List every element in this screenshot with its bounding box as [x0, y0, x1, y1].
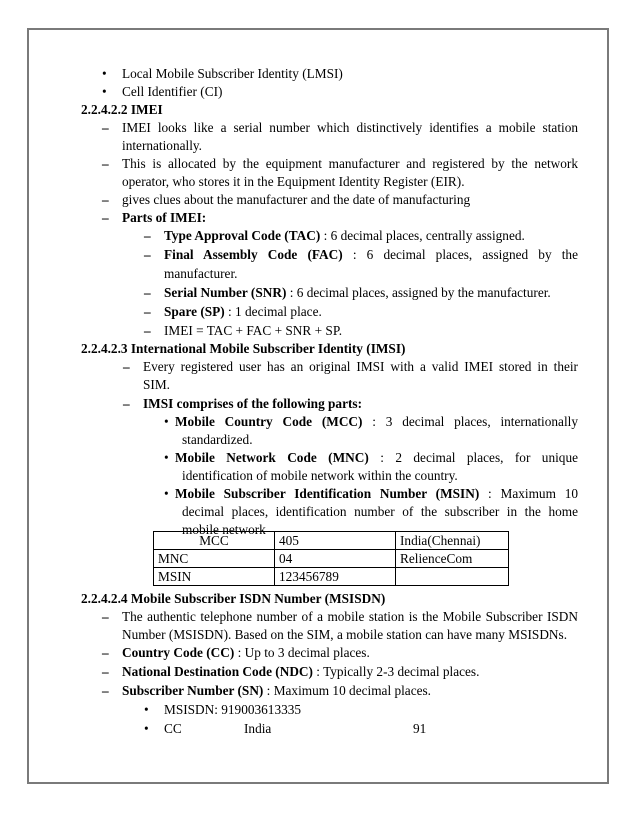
dash: –: [144, 285, 151, 300]
msisdn-example-2-value: India: [244, 721, 272, 736]
imei-p3: gives clues about the manufacturer and the date of manufacturing: [122, 192, 471, 207]
imei-heading: 2.2.4.2.2 IMEI: [81, 102, 163, 117]
table-row: [154, 550, 509, 568]
dash: –: [144, 228, 151, 243]
dash: –: [102, 120, 109, 135]
msisdn-heading: 2.2.4.2.4 Mobile Subscriber ISDN Number (MSISDN): [81, 591, 386, 606]
table-cell: [396, 568, 509, 586]
msisdn-p1-line1: The authentic telephone number of a mobile station is the Mobile Subscriber ISDN: [122, 609, 578, 624]
dash: –: [102, 192, 109, 207]
msisdn-example-2-label: CC: [164, 721, 182, 736]
table-cell: 04: [275, 550, 396, 568]
msisdn-example-1: MSISDN: 919003613335: [164, 702, 302, 717]
bullet: •: [164, 414, 169, 429]
table-cell: India(Chennai): [396, 532, 509, 550]
dash: –: [123, 396, 130, 411]
msisdn-cc: Country Code (CC) : Up to 3 decimal places.: [122, 645, 370, 660]
dash: –: [102, 664, 109, 679]
dash: –: [144, 323, 151, 338]
table-cell: 405: [275, 532, 396, 550]
imei-p2-line1: This is allocated by the equipment manufacturer and registered by the network: [122, 156, 578, 171]
imsi-parts-heading: IMSI comprises of the following parts:: [143, 396, 363, 411]
bullet: •: [102, 66, 107, 81]
lmsi-bullet-2: Cell Identifier (CI): [122, 84, 223, 99]
imsi-mnc-cont: identification of mobile network within the country.: [182, 468, 458, 483]
imei-fac-cont: manufacturer.: [164, 266, 238, 281]
dash: –: [102, 210, 109, 225]
imsi-mcc: Mobile Country Code (MCC) : 3 decimal places, internationally: [175, 414, 578, 429]
dash: –: [102, 156, 109, 171]
table-row: [154, 532, 509, 550]
table-cell: MNC: [154, 550, 275, 568]
dash: –: [123, 359, 130, 374]
table-cell: 123456789: [275, 568, 396, 586]
bullet: •: [144, 721, 149, 736]
imei-p2-line2: operator, who stores it in the Equipment Identity Register (EIR).: [122, 174, 465, 189]
imsi-example-table: [153, 531, 509, 586]
dash: –: [102, 645, 109, 660]
table-cell: RelienceCom: [396, 550, 509, 568]
table-row: [154, 568, 509, 586]
dash: –: [144, 304, 151, 319]
dash: –: [144, 247, 151, 262]
imei-formula: IMEI = TAC + FAC + SNR + SP.: [164, 323, 343, 338]
bullet: •: [164, 450, 169, 465]
imsi-mcc-cont: standardized.: [182, 432, 253, 447]
msisdn-sn: Subscriber Number (SN) : Maximum 10 decimal places.: [122, 683, 432, 698]
imsi-msin: Mobile Subscriber Identification Number (MSIN) : Maximum 10: [175, 486, 578, 501]
dash: –: [102, 609, 109, 624]
bullet: •: [164, 486, 169, 501]
imei-parts-heading: Parts of IMEI:: [122, 210, 207, 225]
imei-sp: Spare (SP) : 1 decimal place.: [164, 304, 322, 319]
imei-p1-line2: internationally.: [122, 138, 203, 153]
imei-p1-line1: IMEI looks like a serial number which distinctively identifies a mobile station: [122, 120, 578, 135]
bullet: •: [144, 702, 149, 717]
imsi-p1-line2: SIM.: [143, 377, 170, 392]
imsi-mnc: Mobile Network Code (MNC) : 2 decimal places, for unique: [175, 450, 578, 465]
imsi-msin-cont1: decimal places, identification number of the subscriber in the home: [182, 504, 578, 519]
imei-tac: Type Approval Code (TAC) : 6 decimal places, centrally assigned.: [164, 228, 525, 243]
msisdn-example-2-number: 91: [413, 721, 427, 736]
lmsi-bullet-1: Local Mobile Subscriber Identity (LMSI): [122, 66, 343, 81]
table-cell: MSIN: [154, 568, 275, 586]
bullet: •: [102, 84, 107, 99]
dash: –: [102, 683, 109, 698]
table-cell: MCC: [154, 532, 275, 550]
imei-snr: Serial Number (SNR) : 6 decimal places, assigned by the manufacturer.: [164, 285, 551, 300]
imsi-heading: 2.2.4.2.3 International Mobile Subscriber Identity (IMSI): [81, 341, 406, 356]
msisdn-ndc: National Destination Code (NDC) : Typically 2-3 decimal places.: [122, 664, 480, 679]
imsi-msin-cont2: mobile network: [182, 522, 266, 537]
msisdn-p1-line2: Number (MSISDN). Based on the SIM, a mobile station can have many MSISDNs.: [122, 627, 568, 642]
imei-fac: Final Assembly Code (FAC) : 6 decimal places, assigned by the: [164, 247, 578, 262]
imsi-p1-line1: Every registered user has an original IMSI with a valid IMEI stored in their: [143, 359, 578, 374]
